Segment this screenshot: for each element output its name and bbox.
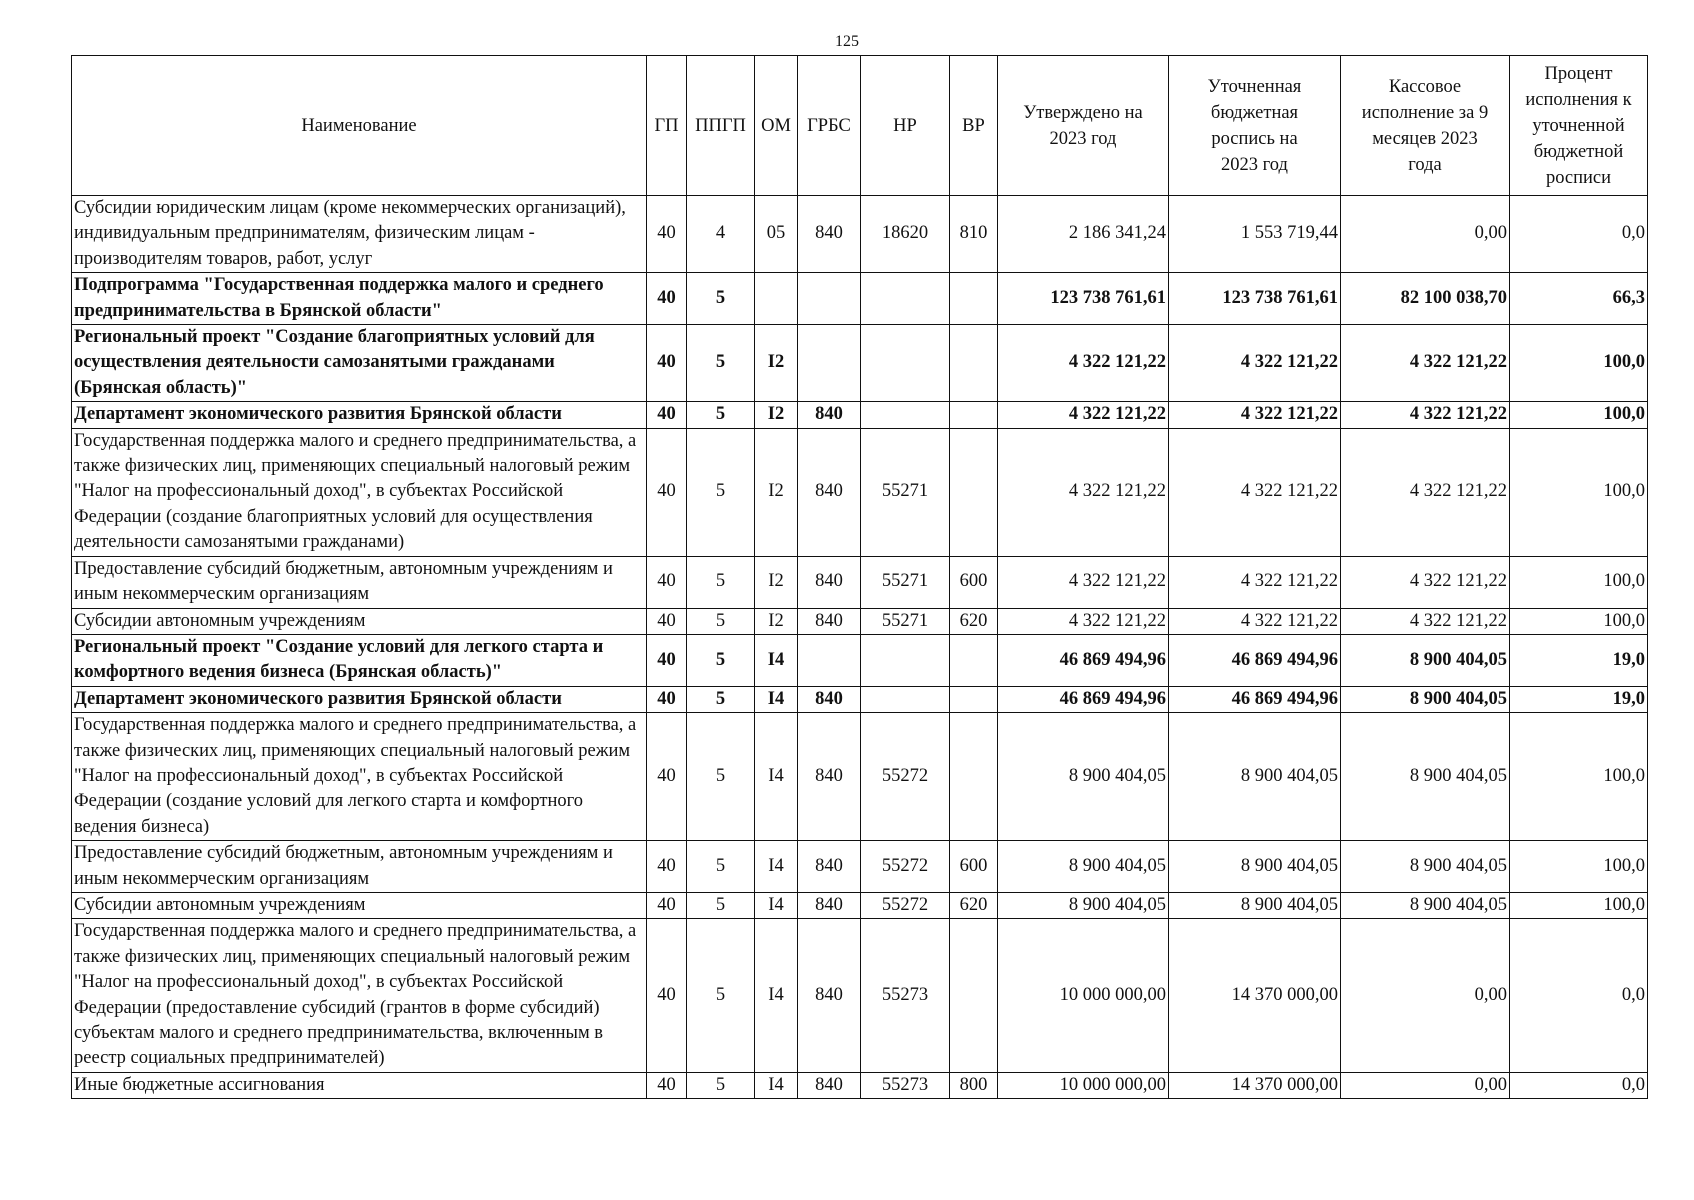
cell-cash: 4 322 121,22 (1341, 402, 1510, 428)
cell-gp: 40 (647, 1072, 687, 1098)
cell-approved: 46 869 494,96 (998, 634, 1169, 686)
cell-om (755, 273, 798, 325)
cell-gp: 40 (647, 428, 687, 556)
cell-gp: 40 (647, 402, 687, 428)
cell-grbs: 840 (798, 919, 861, 1072)
cell-percent: 100,0 (1510, 325, 1648, 402)
cell-ppgp: 5 (687, 428, 755, 556)
cell-percent: 19,0 (1510, 634, 1648, 686)
cell-name: Региональный проект "Создание условий для легкого старта и комфортного ведения бизнеса (Брянская область)" (72, 634, 647, 686)
cell-vr (950, 325, 998, 402)
cell-cash: 8 900 404,05 (1341, 841, 1510, 893)
cell-vr (950, 273, 998, 325)
cell-om: I2 (755, 402, 798, 428)
cell-approved: 8 900 404,05 (998, 713, 1169, 841)
cell-vr (950, 428, 998, 556)
cell-grbs: 840 (798, 608, 861, 634)
cell-percent: 19,0 (1510, 686, 1648, 712)
cell-vr: 810 (950, 196, 998, 273)
cell-nr (861, 686, 950, 712)
cell-name: Государственная поддержка малого и среднего предпринимательства, а также физических лиц, применяющих специальный налоговый режим "Налог на профессиональный доход", в субъектах Российской Федерации (создание условий для легкого старта и комфортного ведения бизнеса) (72, 713, 647, 841)
cell-vr: 620 (950, 892, 998, 918)
cell-grbs: 840 (798, 556, 861, 608)
cell-vr: 620 (950, 608, 998, 634)
cell-refined: 123 738 761,61 (1169, 273, 1341, 325)
cell-om: I4 (755, 841, 798, 893)
cell-ppgp: 5 (687, 919, 755, 1072)
cell-approved: 10 000 000,00 (998, 1072, 1169, 1098)
cell-grbs: 840 (798, 428, 861, 556)
cell-grbs: 840 (798, 402, 861, 428)
cell-om: 05 (755, 196, 798, 273)
cell-cash: 8 900 404,05 (1341, 686, 1510, 712)
cell-name: Субсидии автономным учреждениям (72, 892, 647, 918)
cell-cash: 4 322 121,22 (1341, 428, 1510, 556)
cell-percent: 100,0 (1510, 713, 1648, 841)
cell-ppgp: 4 (687, 196, 755, 273)
header-om: ОМ (755, 56, 798, 196)
cell-grbs: 840 (798, 1072, 861, 1098)
cell-ppgp: 5 (687, 402, 755, 428)
header-cash: Кассовое исполнение за 9 месяцев 2023 года (1341, 56, 1510, 196)
header-approved: Утверждено на 2023 год (998, 56, 1169, 196)
cell-percent: 100,0 (1510, 556, 1648, 608)
cell-refined: 46 869 494,96 (1169, 634, 1341, 686)
cell-refined: 14 370 000,00 (1169, 919, 1341, 1072)
cell-gp: 40 (647, 196, 687, 273)
cell-nr: 18620 (861, 196, 950, 273)
cell-cash: 0,00 (1341, 196, 1510, 273)
cell-ppgp: 5 (687, 273, 755, 325)
cell-name: Иные бюджетные ассигнования (72, 1072, 647, 1098)
cell-approved: 2 186 341,24 (998, 196, 1169, 273)
cell-ppgp: 5 (687, 608, 755, 634)
table-row (72, 402, 1648, 428)
cell-vr: 800 (950, 1072, 998, 1098)
cell-approved: 4 322 121,22 (998, 402, 1169, 428)
cell-percent: 0,0 (1510, 1072, 1648, 1098)
cell-gp: 40 (647, 634, 687, 686)
table-row (72, 273, 1648, 325)
cell-ppgp: 5 (687, 892, 755, 918)
cell-grbs: 840 (798, 713, 861, 841)
cell-om: I2 (755, 325, 798, 402)
cell-nr: 55272 (861, 841, 950, 893)
cell-nr: 55271 (861, 428, 950, 556)
cell-name: Предоставление субсидий бюджетным, автономным учреждениям и иным некоммерческим организациям (72, 556, 647, 608)
cell-vr (950, 713, 998, 841)
cell-cash: 0,00 (1341, 919, 1510, 1072)
cell-vr (950, 919, 998, 1072)
cell-vr: 600 (950, 841, 998, 893)
cell-gp: 40 (647, 325, 687, 402)
cell-refined: 8 900 404,05 (1169, 841, 1341, 893)
cell-refined: 46 869 494,96 (1169, 686, 1341, 712)
cell-gp: 40 (647, 841, 687, 893)
cell-nr: 55273 (861, 919, 950, 1072)
cell-grbs: 840 (798, 196, 861, 273)
cell-nr (861, 273, 950, 325)
cell-gp: 40 (647, 919, 687, 1072)
table-row (72, 713, 1648, 841)
cell-ppgp: 5 (687, 634, 755, 686)
cell-gp: 40 (647, 686, 687, 712)
table-row (72, 919, 1648, 1072)
cell-approved: 4 322 121,22 (998, 325, 1169, 402)
cell-ppgp: 5 (687, 556, 755, 608)
cell-vr: 600 (950, 556, 998, 608)
cell-gp: 40 (647, 608, 687, 634)
page-number: 125 (835, 33, 859, 50)
cell-vr (950, 686, 998, 712)
cell-percent: 100,0 (1510, 892, 1648, 918)
header-ppgp: ППГП (687, 56, 755, 196)
cell-name: Государственная поддержка малого и среднего предпринимательства, а также физических лиц, применяющих специальный налоговый режим "Налог на профессиональный доход", в субъектах Российской Федерации (предоставление субсидий (грантов в форме субсидий) субъектам малого и среднего предпринимательства, включенным в реестр социальных предпринимателей) (72, 919, 647, 1072)
cell-refined: 4 322 121,22 (1169, 325, 1341, 402)
table-row (72, 325, 1648, 402)
cell-cash: 4 322 121,22 (1341, 556, 1510, 608)
cell-name: Субсидии автономным учреждениям (72, 608, 647, 634)
cell-om: I4 (755, 919, 798, 1072)
cell-om: I4 (755, 686, 798, 712)
cell-approved: 123 738 761,61 (998, 273, 1169, 325)
cell-grbs (798, 634, 861, 686)
header-percent: Процент исполнения к уточненной бюджетной росписи (1510, 56, 1648, 196)
header-nr: НР (861, 56, 950, 196)
cell-ppgp: 5 (687, 841, 755, 893)
cell-grbs: 840 (798, 686, 861, 712)
header-name: Наименование (72, 56, 647, 196)
cell-name: Субсидии юридическим лицам (кроме некоммерческих организаций), индивидуальным предпринимателям, физическим лицам - производителям товаров, работ, услуг (72, 196, 647, 273)
header-vr: ВР (950, 56, 998, 196)
cell-cash: 4 322 121,22 (1341, 325, 1510, 402)
cell-ppgp: 5 (687, 1072, 755, 1098)
cell-nr (861, 325, 950, 402)
cell-nr: 55272 (861, 892, 950, 918)
cell-ppgp: 5 (687, 325, 755, 402)
cell-name: Департамент экономического развития Брянской области (72, 686, 647, 712)
cell-approved: 4 322 121,22 (998, 428, 1169, 556)
table-row (72, 1072, 1648, 1098)
cell-nr: 55273 (861, 1072, 950, 1098)
cell-gp: 40 (647, 892, 687, 918)
cell-cash: 8 900 404,05 (1341, 892, 1510, 918)
cell-gp: 40 (647, 713, 687, 841)
cell-cash: 8 900 404,05 (1341, 634, 1510, 686)
table-row (72, 428, 1648, 556)
cell-name: Департамент экономического развития Брянской области (72, 402, 647, 428)
cell-cash: 82 100 038,70 (1341, 273, 1510, 325)
cell-vr (950, 634, 998, 686)
cell-name: Подпрограмма "Государственная поддержка малого и среднего предпринимательства в Брянской области" (72, 273, 647, 325)
cell-percent: 66,3 (1510, 273, 1648, 325)
cell-nr: 55272 (861, 713, 950, 841)
cell-approved: 10 000 000,00 (998, 919, 1169, 1072)
cell-refined: 4 322 121,22 (1169, 402, 1341, 428)
cell-approved: 46 869 494,96 (998, 686, 1169, 712)
header-gp: ГП (647, 56, 687, 196)
cell-percent: 100,0 (1510, 608, 1648, 634)
cell-gp: 40 (647, 273, 687, 325)
cell-approved: 4 322 121,22 (998, 556, 1169, 608)
cell-nr (861, 634, 950, 686)
table-row (72, 634, 1648, 686)
cell-refined: 8 900 404,05 (1169, 713, 1341, 841)
header-refined: Уточненная бюджетная роспись на 2023 год (1169, 56, 1341, 196)
cell-refined: 4 322 121,22 (1169, 556, 1341, 608)
cell-ppgp: 5 (687, 686, 755, 712)
cell-refined: 8 900 404,05 (1169, 892, 1341, 918)
cell-grbs: 840 (798, 841, 861, 893)
cell-grbs (798, 273, 861, 325)
cell-name: Государственная поддержка малого и среднего предпринимательства, а также физических лиц, применяющих специальный налоговый режим "Налог на профессиональный доход", в субъектах Российской Федерации (создание благоприятных условий для осуществления деятельности самозанятыми гражданами) (72, 428, 647, 556)
cell-name: Предоставление субсидий бюджетным, автономным учреждениям и иным некоммерческим организациям (72, 841, 647, 893)
table-row (72, 196, 1648, 273)
cell-ppgp: 5 (687, 713, 755, 841)
table-header-row (72, 56, 1648, 196)
table-row (72, 841, 1648, 893)
cell-refined: 4 322 121,22 (1169, 428, 1341, 556)
cell-refined: 14 370 000,00 (1169, 1072, 1341, 1098)
cell-vr (950, 402, 998, 428)
cell-approved: 8 900 404,05 (998, 841, 1169, 893)
table-row (72, 556, 1648, 608)
cell-nr (861, 402, 950, 428)
table-body (72, 196, 1648, 1099)
cell-om: I4 (755, 634, 798, 686)
cell-percent: 0,0 (1510, 196, 1648, 273)
cell-cash: 4 322 121,22 (1341, 608, 1510, 634)
cell-refined: 4 322 121,22 (1169, 608, 1341, 634)
cell-grbs (798, 325, 861, 402)
cell-percent: 100,0 (1510, 841, 1648, 893)
cell-om: I2 (755, 556, 798, 608)
header-grbs: ГРБС (798, 56, 861, 196)
cell-cash: 8 900 404,05 (1341, 713, 1510, 841)
cell-gp: 40 (647, 556, 687, 608)
cell-om: I4 (755, 892, 798, 918)
cell-refined: 1 553 719,44 (1169, 196, 1341, 273)
cell-grbs: 840 (798, 892, 861, 918)
budget-execution-table (71, 55, 1648, 1099)
cell-approved: 4 322 121,22 (998, 608, 1169, 634)
table-row (72, 686, 1648, 712)
cell-percent: 100,0 (1510, 402, 1648, 428)
table-row (72, 608, 1648, 634)
cell-name: Региональный проект "Создание благоприятных условий для осуществления деятельности самозанятыми гражданами (Брянская область)" (72, 325, 647, 402)
cell-nr: 55271 (861, 608, 950, 634)
table-row (72, 892, 1648, 918)
cell-approved: 8 900 404,05 (998, 892, 1169, 918)
cell-percent: 0,0 (1510, 919, 1648, 1072)
cell-cash: 0,00 (1341, 1072, 1510, 1098)
cell-percent: 100,0 (1510, 428, 1648, 556)
cell-om: I4 (755, 1072, 798, 1098)
cell-om: I4 (755, 713, 798, 841)
cell-om: I2 (755, 428, 798, 556)
cell-nr: 55271 (861, 556, 950, 608)
cell-om: I2 (755, 608, 798, 634)
